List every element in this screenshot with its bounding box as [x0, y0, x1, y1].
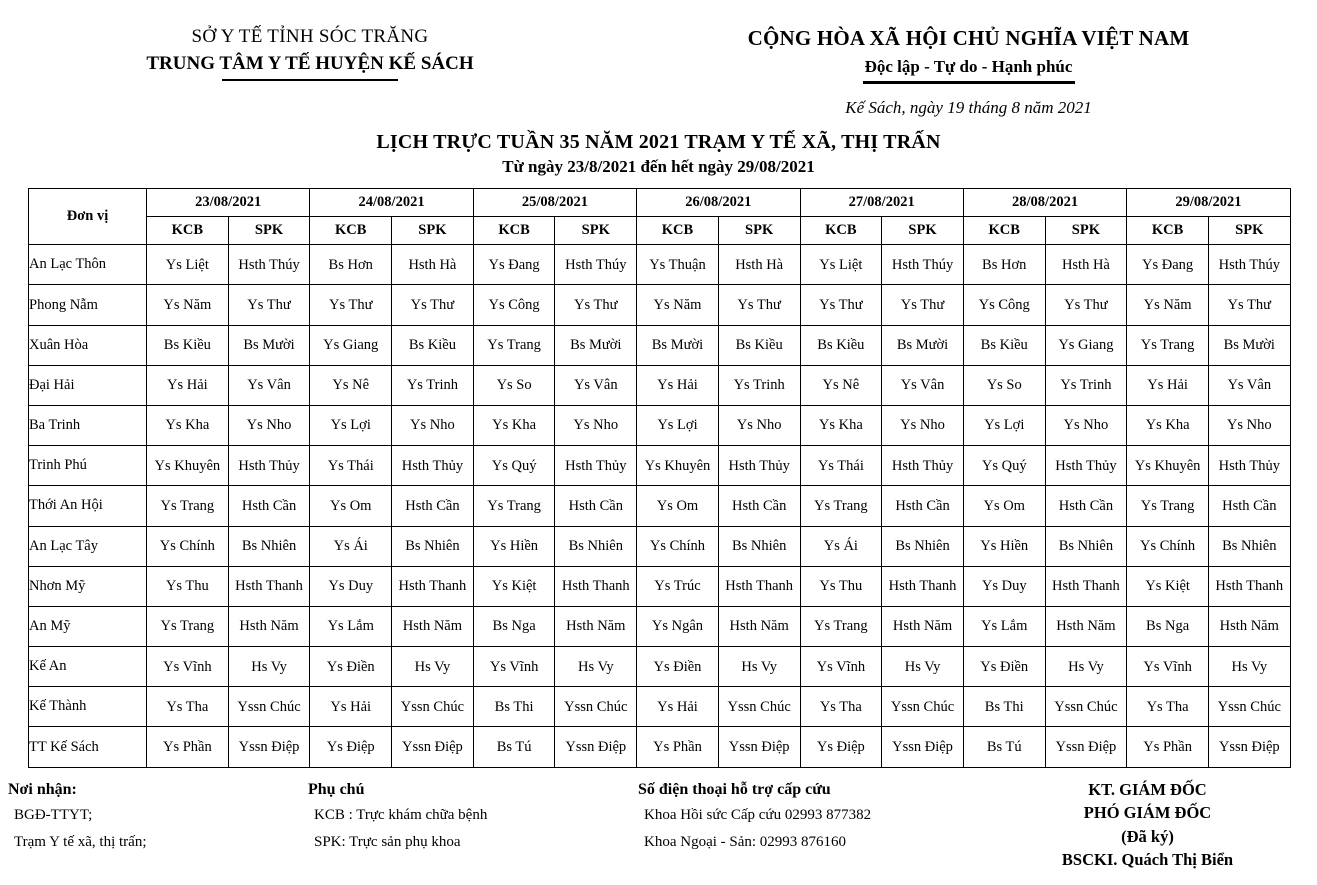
duty-staff-cell: Bs Nga	[1127, 606, 1209, 646]
table-row	[29, 647, 1291, 687]
duty-staff-cell: Bs Tú	[473, 727, 555, 767]
duty-staff-cell: Ys Thư	[310, 285, 392, 325]
duty-staff-cell: Yssn Chúc	[228, 687, 310, 727]
unit-name-cell: An Mỹ	[29, 606, 147, 646]
duty-staff-cell: Ys Vân	[1208, 365, 1290, 405]
unit-name-cell: Kế Thành	[29, 687, 147, 727]
unit-name-cell: Phong Nẫm	[29, 285, 147, 325]
duty-staff-cell: Ys Chính	[147, 526, 229, 566]
duty-staff-cell: Yssn Chúc	[1045, 687, 1127, 727]
unit-name-cell: An Lạc Thôn	[29, 245, 147, 285]
duty-staff-cell: Hs Vy	[882, 647, 964, 687]
duty-staff-cell: Ys Chính	[637, 526, 719, 566]
duty-staff-cell: Bs Nhiên	[1045, 526, 1127, 566]
duty-staff-cell: Ys Kiệt	[1127, 566, 1209, 606]
duty-staff-cell: Ys Nê	[310, 365, 392, 405]
duty-staff-cell: Ys Hải	[147, 365, 229, 405]
duty-staff-cell: Yssn Chúc	[718, 687, 800, 727]
duty-staff-cell: Bs Mười	[637, 325, 719, 365]
signer-name: BSCKI. Quách Thị Biển	[1061, 849, 1234, 869]
duty-staff-cell: Ys Điệp	[310, 727, 392, 767]
column-header-shift-kcb: KCB	[1127, 217, 1209, 245]
duty-staff-cell: Ys Trang	[1127, 325, 1209, 365]
duty-staff-cell: Hs Vy	[555, 647, 637, 687]
duty-staff-cell: Ys Vĩnh	[473, 647, 555, 687]
unit-name-cell: Trinh Phú	[29, 446, 147, 486]
duty-staff-cell: Yssn Điệp	[1045, 727, 1127, 767]
duty-staff-cell: Ys Điền	[963, 647, 1045, 687]
signature-block	[978, 778, 1317, 872]
duty-staff-cell: Ys Thư	[555, 285, 637, 325]
duty-staff-cell: Ys Vân	[555, 365, 637, 405]
table-row	[29, 687, 1291, 727]
duty-staff-cell: Bs Tú	[963, 727, 1045, 767]
duty-staff-cell: Ys Thuận	[637, 245, 719, 285]
duty-staff-cell: Ys Ái	[310, 526, 392, 566]
table-row	[29, 285, 1291, 325]
duty-staff-cell: Ys Công	[963, 285, 1045, 325]
duty-staff-cell: Ys Năm	[637, 285, 719, 325]
duty-staff-cell: Hsth Năm	[392, 606, 474, 646]
column-header-shift-spk: SPK	[392, 217, 474, 245]
column-header-shift-spk: SPK	[228, 217, 310, 245]
duty-staff-cell: Ys Thư	[228, 285, 310, 325]
document-header	[0, 0, 1317, 118]
duty-staff-cell: Ys Hiền	[473, 526, 555, 566]
duty-staff-cell: Bs Nhiên	[392, 526, 474, 566]
duty-staff-cell: Ys Thư	[1045, 285, 1127, 325]
duty-staff-cell: Hsth Năm	[228, 606, 310, 646]
duty-staff-cell: Ys Hải	[637, 365, 719, 405]
table-row	[29, 566, 1291, 606]
duty-staff-cell: Ys Nho	[1045, 405, 1127, 445]
duty-staff-cell: Bs Nhiên	[718, 526, 800, 566]
unit-name-cell: An Lạc Tây	[29, 526, 147, 566]
recipients-title: Nơi nhận:	[8, 780, 77, 798]
duty-staff-cell: Bs Thi	[473, 687, 555, 727]
duty-staff-cell: Hsth Thủy	[392, 446, 474, 486]
duty-staff-cell: Bs Nhiên	[228, 526, 310, 566]
duty-staff-cell: Ys Ngân	[637, 606, 719, 646]
duty-staff-cell: Ys Trinh	[1045, 365, 1127, 405]
duty-staff-cell: Ys Lợi	[637, 405, 719, 445]
duty-staff-cell: Ys Hải	[310, 687, 392, 727]
recipient-item: Trạm Y tế xã, thị trấn;	[14, 834, 147, 851]
column-header-date: 25/08/2021	[473, 189, 636, 217]
duty-staff-cell: Ys Hải	[637, 687, 719, 727]
duty-staff-cell: Ys Om	[963, 486, 1045, 526]
duty-staff-cell: Yssn Điệp	[555, 727, 637, 767]
duty-staff-cell: Ys Trang	[473, 325, 555, 365]
duty-staff-cell: Bs Kiều	[800, 325, 882, 365]
duty-staff-cell: Ys Ái	[800, 526, 882, 566]
duty-staff-cell: Ys Kha	[147, 405, 229, 445]
duty-staff-cell: Hs Vy	[718, 647, 800, 687]
center-name-text: TRUNG TÂM Y TẾ HUYỆN KẾ SÁCH	[146, 52, 474, 74]
center-name	[146, 50, 473, 79]
duty-staff-cell: Ys Thái	[310, 446, 392, 486]
duty-staff-cell: Bs Mười	[228, 325, 310, 365]
duty-staff-cell: Ys Khuyên	[147, 446, 229, 486]
unit-name-cell: Kế An	[29, 647, 147, 687]
unit-name-cell: Đại Hải	[29, 365, 147, 405]
duty-staff-cell: Ys Phần	[1127, 727, 1209, 767]
duty-staff-cell: Bs Nga	[473, 606, 555, 646]
duty-staff-cell: Hsth Thanh	[882, 566, 964, 606]
duty-staff-cell: Ys Trinh	[392, 365, 474, 405]
issuing-org-block	[0, 24, 620, 118]
recipients-block	[8, 778, 308, 872]
column-header-shift-spk: SPK	[1045, 217, 1127, 245]
duty-staff-cell: Ys Hiền	[963, 526, 1045, 566]
table-row	[29, 526, 1291, 566]
duty-staff-cell: Hsth Thủy	[555, 446, 637, 486]
duty-staff-cell: Ys Nho	[1208, 405, 1290, 445]
duty-staff-cell: Yssn Chúc	[555, 687, 637, 727]
duty-staff-cell: Hsth Thanh	[718, 566, 800, 606]
national-motto-text: Độc lập - Tự do - Hạnh phúc	[864, 57, 1073, 77]
duty-staff-cell: Bs Mười	[1208, 325, 1290, 365]
column-header-date: 27/08/2021	[800, 189, 963, 217]
table-body	[29, 245, 1291, 767]
table-row	[29, 325, 1291, 365]
notes-block	[308, 778, 638, 872]
duty-staff-cell: Ys Thái	[800, 446, 882, 486]
duty-staff-cell: Hsth Cần	[882, 486, 964, 526]
duty-staff-cell: Ys Trang	[800, 486, 882, 526]
duty-staff-cell: Ys Vân	[228, 365, 310, 405]
duty-staff-cell: Yssn Chúc	[392, 687, 474, 727]
duty-staff-cell: Hsth Thủy	[1045, 446, 1127, 486]
duty-staff-cell: Hsth Thanh	[1208, 566, 1290, 606]
column-header-date: 24/08/2021	[310, 189, 473, 217]
note-item: KCB : Trực khám chữa bệnh	[314, 806, 488, 823]
unit-name-cell: Xuân Hòa	[29, 325, 147, 365]
duty-staff-cell: Bs Hơn	[310, 245, 392, 285]
unit-name-cell: TT Kế Sách	[29, 727, 147, 767]
column-header-shift-spk: SPK	[718, 217, 800, 245]
duty-staff-cell: Ys Nho	[718, 405, 800, 445]
duty-staff-cell: Hs Vy	[1208, 647, 1290, 687]
duty-staff-cell: Bs Thi	[963, 687, 1045, 727]
duty-staff-cell: Hsth Cần	[555, 486, 637, 526]
duty-staff-cell: Hs Vy	[1045, 647, 1127, 687]
signer-role-line2: PHÓ GIÁM ĐỐC	[1083, 803, 1212, 823]
column-header-date: 26/08/2021	[637, 189, 800, 217]
duty-staff-cell: Hsth Cần	[1208, 486, 1290, 526]
column-header-shift-kcb: KCB	[963, 217, 1045, 245]
recipient-item: BGĐ-TTYT;	[14, 806, 93, 823]
duty-staff-cell: Hsth Năm	[1045, 606, 1127, 646]
duty-staff-cell: Bs Nhiên	[1208, 526, 1290, 566]
hotline-item: Khoa Hồi sức Cấp cứu 02993 877382	[644, 806, 872, 823]
table-header-row-dates	[29, 189, 1291, 217]
document-title-block	[0, 129, 1317, 180]
duty-staff-cell: Ys Kha	[473, 405, 555, 445]
column-header-date: 23/08/2021	[147, 189, 310, 217]
column-header-shift-kcb: KCB	[147, 217, 229, 245]
duty-staff-cell: Ys Tha	[1127, 687, 1209, 727]
place-and-date: Kế Sách, ngày 19 tháng 8 năm 2021	[845, 97, 1092, 117]
duty-staff-cell: Ys Trinh	[718, 365, 800, 405]
duty-staff-cell: Ys Trúc	[637, 566, 719, 606]
duty-staff-cell: Hsth Thúy	[555, 245, 637, 285]
duty-staff-cell: Hsth Hà	[718, 245, 800, 285]
duty-staff-cell: Ys Đang	[473, 245, 555, 285]
country-name: CỘNG HÒA XÃ HỘI CHỦ NGHĨA VIỆT NAM	[747, 26, 1190, 50]
duty-staff-cell: Ys Đang	[1127, 245, 1209, 285]
column-header-shift-kcb: KCB	[800, 217, 882, 245]
duty-staff-cell: Bs Kiều	[147, 325, 229, 365]
table-row	[29, 365, 1291, 405]
column-header-shift-spk: SPK	[882, 217, 964, 245]
duty-staff-cell: Ys Duy	[963, 566, 1045, 606]
duty-staff-cell: Ys Kha	[1127, 405, 1209, 445]
duty-staff-cell: Hsth Thúy	[882, 245, 964, 285]
column-header-shift-spk: SPK	[555, 217, 637, 245]
national-motto	[865, 53, 1073, 80]
table-row	[29, 727, 1291, 767]
duty-staff-cell: Hsth Thủy	[882, 446, 964, 486]
duty-staff-cell: Bs Kiều	[392, 325, 474, 365]
duty-staff-cell: Ys Phần	[637, 727, 719, 767]
department-name: SỞ Y TẾ TỈNH SÓC TRĂNG	[191, 26, 429, 47]
duty-schedule-table	[28, 188, 1291, 767]
duty-staff-cell: Yssn Điệp	[718, 727, 800, 767]
table-row	[29, 606, 1291, 646]
duty-staff-cell: Bs Nhiên	[555, 526, 637, 566]
duty-staff-cell: Bs Mười	[555, 325, 637, 365]
duty-staff-cell: Ys Duy	[310, 566, 392, 606]
duty-staff-cell: Ys Kha	[800, 405, 882, 445]
note-item: SPK: Trực sản phụ khoa	[314, 834, 461, 851]
duty-staff-cell: Hsth Thủy	[228, 446, 310, 486]
hotline-item: Khoa Ngoại - Sản: 02993 876160	[644, 834, 847, 851]
duty-staff-cell: Hsth Năm	[555, 606, 637, 646]
duty-staff-cell: Ys Vĩnh	[1127, 647, 1209, 687]
duty-staff-cell: Hsth Thanh	[228, 566, 310, 606]
column-header-shift-spk: SPK	[1208, 217, 1290, 245]
duty-staff-cell: Ys Tha	[800, 687, 882, 727]
duty-staff-cell: Ys Thư	[718, 285, 800, 325]
duty-staff-cell: Yssn Điệp	[882, 727, 964, 767]
duty-staff-cell: Ys Năm	[147, 285, 229, 325]
duty-staff-cell: Hsth Năm	[882, 606, 964, 646]
duty-staff-cell: Hsth Hà	[392, 245, 474, 285]
page-subtitle: Từ ngày 23/8/2021 đến hết ngày 29/08/2021	[502, 156, 815, 176]
duty-staff-cell: Ys Trang	[147, 486, 229, 526]
duty-staff-cell: Ys Điền	[310, 647, 392, 687]
duty-staff-cell: Ys Điệp	[800, 727, 882, 767]
duty-staff-cell: Hsth Thúy	[1208, 245, 1290, 285]
duty-staff-cell: Ys Điền	[637, 647, 719, 687]
duty-staff-cell: Ys Khuyên	[1127, 446, 1209, 486]
duty-staff-cell: Ys Thu	[800, 566, 882, 606]
duty-staff-cell: Ys Nho	[392, 405, 474, 445]
duty-staff-cell: Ys Năm	[1127, 285, 1209, 325]
duty-staff-cell: Yssn Chúc	[1208, 687, 1290, 727]
duty-staff-cell: Ys Om	[637, 486, 719, 526]
underline-rule	[863, 81, 1075, 83]
schedule-table-container	[28, 188, 1290, 767]
duty-staff-cell: Yssn Điệp	[392, 727, 474, 767]
notes-title: Phụ chú	[308, 780, 365, 798]
duty-staff-cell: Yssn Điệp	[1208, 727, 1290, 767]
duty-staff-cell: Ys Quý	[473, 446, 555, 486]
duty-staff-cell: Ys Lắm	[310, 606, 392, 646]
table-row	[29, 486, 1291, 526]
duty-staff-cell: Ys Om	[310, 486, 392, 526]
duty-staff-cell: Hsth Cần	[1045, 486, 1127, 526]
duty-staff-cell: Yssn Điệp	[228, 727, 310, 767]
duty-staff-cell: Ys Lợi	[310, 405, 392, 445]
column-header-date: 28/08/2021	[963, 189, 1126, 217]
duty-staff-cell: Ys Phần	[147, 727, 229, 767]
duty-staff-cell: Ys Liệt	[800, 245, 882, 285]
duty-staff-cell: Ys Nho	[228, 405, 310, 445]
duty-staff-cell: Ys Trang	[1127, 486, 1209, 526]
duty-staff-cell: Ys Khuyên	[637, 446, 719, 486]
duty-staff-cell: Ys Giang	[1045, 325, 1127, 365]
hotline-title: Số điện thoại hỗ trợ cấp cứu	[638, 780, 831, 798]
signer-role-line1: KT. GIÁM ĐỐC	[1088, 779, 1207, 799]
duty-staff-cell: Hsth Thúy	[228, 245, 310, 285]
duty-staff-cell: Hsth Năm	[1208, 606, 1290, 646]
table-header-row-shifts	[29, 217, 1291, 245]
page-title: LỊCH TRỰC TUẦN 35 NĂM 2021 TRẠM Y TẾ XÃ, THỊ TRẤN	[376, 130, 941, 153]
duty-staff-cell: Bs Kiều	[963, 325, 1045, 365]
national-heading-block	[620, 24, 1317, 118]
duty-staff-cell: Hsth Năm	[718, 606, 800, 646]
duty-staff-cell: Bs Kiều	[718, 325, 800, 365]
duty-staff-cell: Ys Vĩnh	[147, 647, 229, 687]
duty-staff-cell: Ys Nê	[800, 365, 882, 405]
duty-staff-cell: Ys So	[963, 365, 1045, 405]
duty-staff-cell: Hsth Thủy	[1208, 446, 1290, 486]
duty-staff-cell: Ys Thư	[392, 285, 474, 325]
duty-staff-cell: Bs Hơn	[963, 245, 1045, 285]
column-header-shift-kcb: KCB	[637, 217, 719, 245]
duty-staff-cell: Hsth Thanh	[1045, 566, 1127, 606]
duty-staff-cell: Yssn Chúc	[882, 687, 964, 727]
duty-staff-cell: Ys Trang	[147, 606, 229, 646]
unit-name-cell: Ba Trinh	[29, 405, 147, 445]
table-row	[29, 405, 1291, 445]
unit-name-cell: Thới An Hội	[29, 486, 147, 526]
table-head	[29, 189, 1291, 245]
duty-staff-cell: Ys Nho	[882, 405, 964, 445]
duty-staff-cell: Bs Nhiên	[882, 526, 964, 566]
duty-staff-cell: Hs Vy	[228, 647, 310, 687]
duty-staff-cell: Ys Quý	[963, 446, 1045, 486]
column-header-unit: Đơn vị	[29, 189, 147, 245]
duty-staff-cell: Ys Vân	[882, 365, 964, 405]
duty-staff-cell: Hs Vy	[392, 647, 474, 687]
duty-staff-cell: Ys Công	[473, 285, 555, 325]
duty-staff-cell: Ys Thư	[800, 285, 882, 325]
column-header-date: 29/08/2021	[1127, 189, 1290, 217]
duty-staff-cell: Ys Liệt	[147, 245, 229, 285]
duty-staff-cell: Hsth Thủy	[718, 446, 800, 486]
table-row	[29, 245, 1291, 285]
duty-staff-cell: Ys Trang	[473, 486, 555, 526]
duty-staff-cell: Ys Giang	[310, 325, 392, 365]
duty-staff-cell: Ys Thu	[147, 566, 229, 606]
duty-staff-cell: Ys Lắm	[963, 606, 1045, 646]
duty-staff-cell: Hsth Hà	[1045, 245, 1127, 285]
duty-staff-cell: Ys Lợi	[963, 405, 1045, 445]
duty-staff-cell: Ys Thư	[882, 285, 964, 325]
duty-staff-cell: Bs Mười	[882, 325, 964, 365]
unit-name-cell: Nhơn Mỹ	[29, 566, 147, 606]
duty-staff-cell: Ys Thư	[1208, 285, 1290, 325]
duty-staff-cell: Ys Trang	[800, 606, 882, 646]
duty-staff-cell: Ys Kiệt	[473, 566, 555, 606]
duty-staff-cell: Ys So	[473, 365, 555, 405]
duty-staff-cell: Ys Hải	[1127, 365, 1209, 405]
duty-staff-cell: Ys Vĩnh	[800, 647, 882, 687]
document-footer	[0, 778, 1317, 872]
duty-staff-cell: Ys Chính	[1127, 526, 1209, 566]
duty-staff-cell: Hsth Thanh	[555, 566, 637, 606]
column-header-shift-kcb: KCB	[310, 217, 392, 245]
hotline-block	[638, 778, 978, 872]
table-row	[29, 446, 1291, 486]
duty-staff-cell: Hsth Cần	[228, 486, 310, 526]
signed-marker: (Đã ký)	[1121, 826, 1174, 846]
duty-staff-cell: Ys Nho	[555, 405, 637, 445]
duty-staff-cell: Hsth Cần	[392, 486, 474, 526]
duty-staff-cell: Hsth Thanh	[392, 566, 474, 606]
underline-rule	[222, 79, 398, 81]
duty-staff-cell: Ys Tha	[147, 687, 229, 727]
column-header-shift-kcb: KCB	[473, 217, 555, 245]
duty-staff-cell: Hsth Cần	[718, 486, 800, 526]
